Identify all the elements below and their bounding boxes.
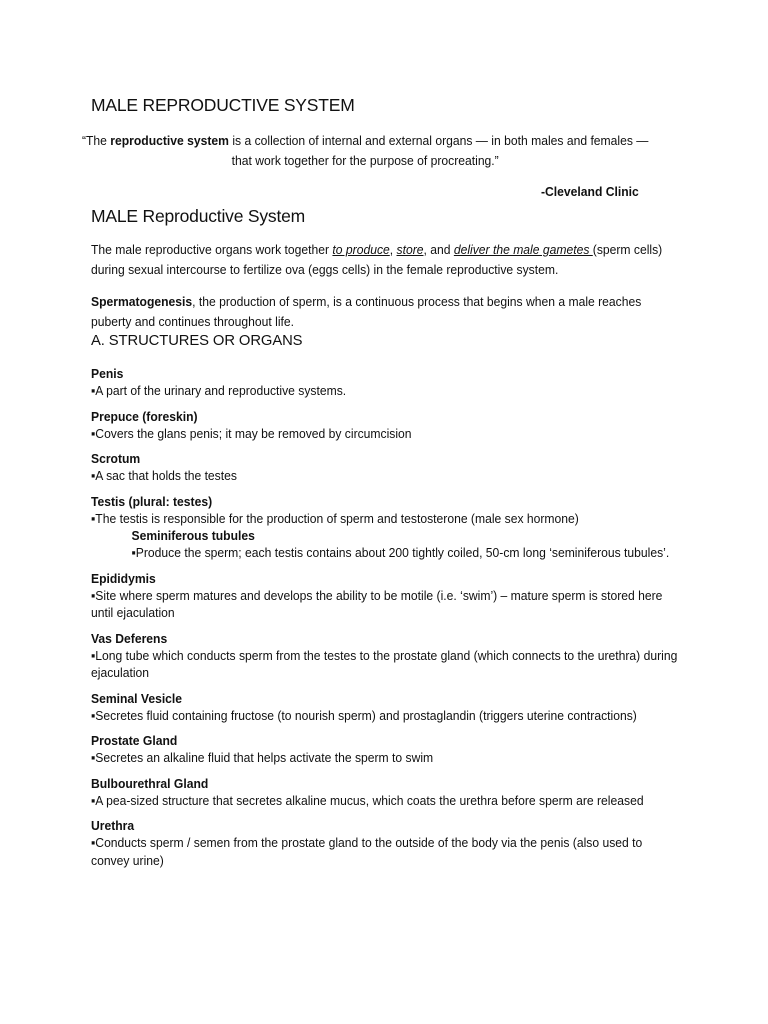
sub-item [91,527,680,562]
list-item [91,408,680,443]
organ-name: Vas Deferens [91,630,168,646]
organ-list [91,365,731,877]
intro-text-a: The male reproductive organs work together [91,242,333,257]
intro-underline-deliver: deliver the male gametes [453,242,593,257]
organ-description: ▪Secretes an alkaline fluid that helps activate the sperm to swim [91,750,434,765]
organ-name: Seminal Vesicle [91,690,183,706]
organ-description: ▪A sac that holds the testes [91,468,237,483]
intro-comma-1: , [389,242,397,257]
intro-comma-2: , and [423,242,454,257]
list-item [91,732,680,767]
quote-open: “The [81,133,111,148]
list-item [91,570,680,622]
spermatogenesis-term: Spermatogenesis [91,294,193,309]
intro-underline-store: store [396,242,424,257]
organ-name: Testis (plural: testes) [91,493,213,509]
organ-description: ▪A pea-sized structure that secretes alkaline mucus, which coats the urethra before sperm are released [91,792,644,808]
list-item [91,493,680,562]
organ-description: ▪Secretes fluid containing fructose (to nourish sperm) and prostaglandin (triggers uterine contractions) [91,707,637,723]
organ-name: Penis [91,366,124,381]
organ-name: Urethra [91,818,135,833]
quote-bold-term: reproductive system [110,133,229,148]
quote-block [80,131,650,170]
organ-name: Prepuce (foreskin) [91,408,198,424]
organ-name: Epididymis [91,570,156,586]
list-item [91,817,680,869]
organ-description: ▪Long tube which conducts sperm from the testes to the prostate gland (which connects to the urethra) during ejaculation [91,647,678,680]
intro-text-rest: (sperm cells) during sexual intercourse to fertilize ova (eggs cells) in the female reproductive system. [91,242,663,277]
spermatogenesis-paragraph [91,292,680,332]
organ-name: Scrotum [91,451,141,466]
list-item [91,450,680,485]
sub-item-name: Seminiferous tubules [131,528,255,543]
intro-underline-produce: to produce [332,242,390,257]
list-item [91,630,680,682]
list-item [91,365,680,400]
organ-name: Bulbourethral Gland [91,775,209,791]
list-item [91,690,680,725]
organ-description: ▪A part of the urinary and reproductive systems. [91,383,347,398]
quote-rest: is a collection of internal and external organs — in both males and females — that work together for the purpose of procreating.” [228,133,649,168]
list-item [91,775,680,810]
organ-description: ▪The testis is responsible for the production of sperm and testosterone (male sex hormone) [91,510,579,526]
intro-paragraph [91,240,680,280]
organ-description: ▪Conducts sperm / semen from the prostate gland to the outside of the body via the penis (also used to convey urine) [91,835,643,868]
sub-item-description: ▪Produce the sperm; each testis contains about 200 tightly coiled, 50-cm long ‘seminiferous tubules’. [131,545,670,560]
organ-description: ▪Site where sperm matures and develops the ability to be motile (i.e. ‘swim’) – mature sperm is stored here until ejaculation [91,587,663,620]
section-a-heading: A. STRUCTURES OR ORGANS [91,333,303,349]
section-subtitle: MALE Reproductive System [91,206,306,226]
organ-name: Prostate Gland [91,733,178,748]
organ-description: ▪Covers the glans penis; it may be removed by circumcision [91,425,412,441]
quote-source: -Cleveland Clinic [541,184,639,199]
page-title: MALE REPRODUCTIVE SYSTEM [91,95,355,115]
spermatogenesis-text: , the production of sperm, is a continuous process that begins when a male reaches puberty and continues throughout life. [91,294,642,329]
